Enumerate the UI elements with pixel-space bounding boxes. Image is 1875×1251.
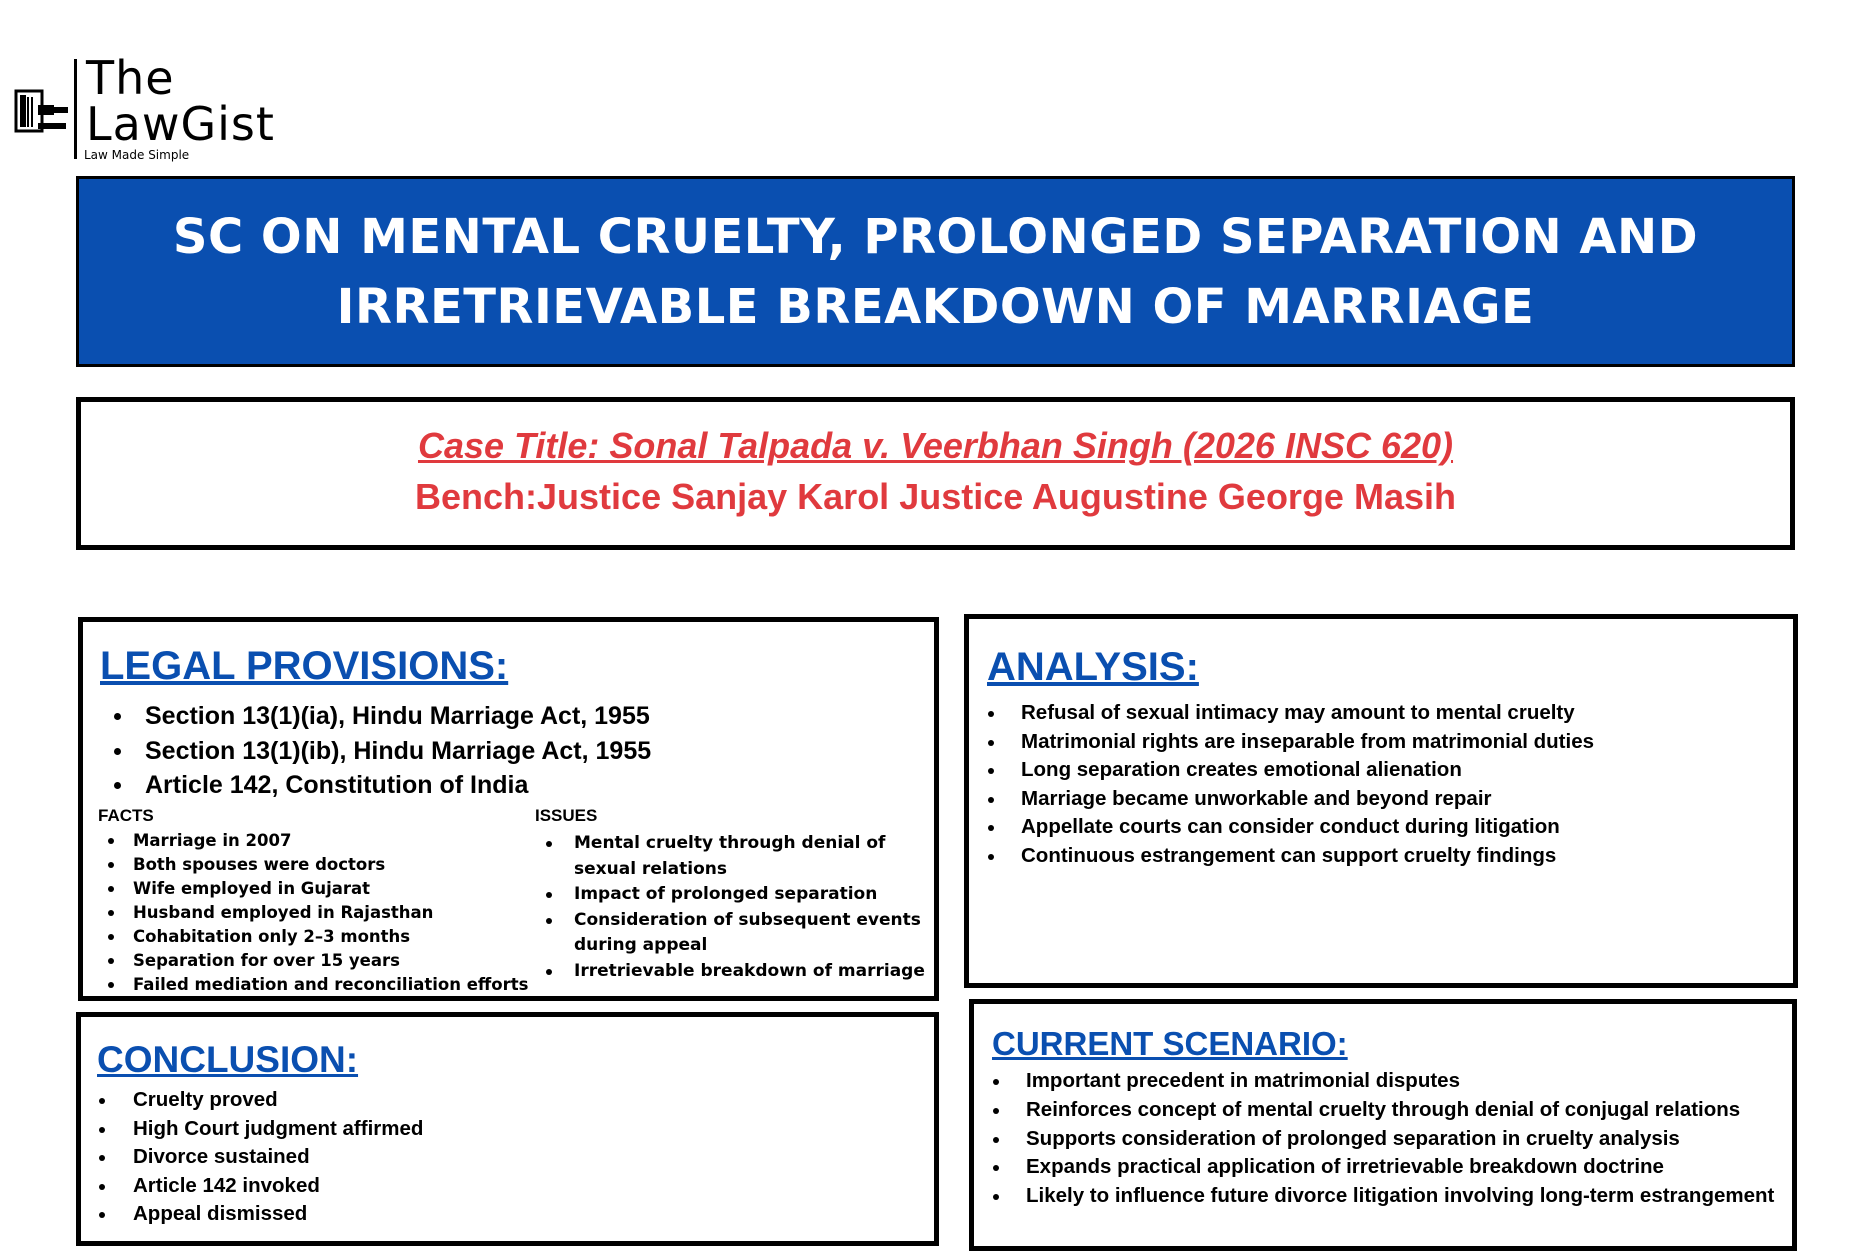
current-scenario-list bbox=[988, 1067, 1788, 1211]
list-item: Reinforces concept of mental cruelty through denial of conjugal relations bbox=[988, 1096, 1788, 1125]
page-title-line-2: IRRETRIEVABLE BREAKDOWN OF MARRIAGE bbox=[336, 278, 1535, 335]
logo-line-2: LawGist bbox=[86, 97, 275, 151]
page-title bbox=[173, 202, 1698, 342]
analysis-panel bbox=[964, 614, 1798, 988]
logo-line-1: The bbox=[86, 51, 175, 105]
list-item: Long separation creates emotional alienation bbox=[983, 756, 1594, 785]
list-item: Impact of prolonged separation bbox=[542, 882, 942, 908]
facts-list bbox=[105, 829, 528, 997]
conclusion-list bbox=[93, 1086, 423, 1229]
list-item: Marriage became unworkable and beyond repair bbox=[983, 785, 1594, 814]
issues-list bbox=[542, 831, 942, 984]
list-item: Consideration of subsequent events during appeal bbox=[542, 908, 942, 959]
book-gavel-icon bbox=[14, 83, 76, 145]
conclusion-panel bbox=[76, 1012, 939, 1246]
logo-divider bbox=[74, 59, 77, 159]
list-item: Both spouses were doctors bbox=[105, 853, 528, 877]
logo-wordmark bbox=[86, 51, 275, 151]
list-item: Divorce sustained bbox=[93, 1143, 423, 1172]
logo-tagline: Law Made Simple bbox=[84, 148, 190, 162]
page-title-line-1: SC ON MENTAL CRUELTY, PROLONGED SEPARATION AND bbox=[172, 208, 1699, 265]
case-info-box bbox=[76, 397, 1795, 550]
list-item: Article 142, Constitution of India bbox=[108, 768, 651, 803]
analysis-list bbox=[983, 699, 1594, 870]
logo bbox=[10, 51, 280, 165]
list-item: Matrimonial rights are inseparable from matrimonial duties bbox=[983, 728, 1594, 757]
list-item: Expands practical application of irretrievable breakdown doctrine bbox=[988, 1153, 1788, 1182]
list-item: Supports consideration of prolonged separation in cruelty analysis bbox=[988, 1125, 1788, 1154]
facts-label: FACTS bbox=[98, 806, 154, 825]
case-bench: Bench:Justice Sanjay Karol Justice Augustine George Masih bbox=[415, 476, 1456, 517]
legal-provisions-panel bbox=[78, 617, 939, 1001]
list-item: Failed mediation and reconciliation efforts bbox=[105, 973, 528, 997]
legal-provisions-heading: LEGAL PROVISIONS: bbox=[100, 644, 509, 688]
current-scenario-panel bbox=[969, 999, 1797, 1251]
analysis-heading: ANALYSIS: bbox=[987, 645, 1199, 689]
list-item: Irretrievable breakdown of marriage bbox=[542, 959, 942, 985]
legal-provisions-list bbox=[108, 699, 651, 803]
list-item: Cohabitation only 2–3 months bbox=[105, 925, 528, 949]
current-scenario-heading: CURRENT SCENARIO: bbox=[992, 1025, 1348, 1062]
list-item: Cruelty proved bbox=[93, 1086, 423, 1115]
list-item: Refusal of sexual intimacy may amount to mental cruelty bbox=[983, 699, 1594, 728]
conclusion-heading: CONCLUSION: bbox=[97, 1039, 359, 1080]
list-item: Appellate courts can consider conduct during litigation bbox=[983, 813, 1594, 842]
list-item: Continuous estrangement can support cruelty findings bbox=[983, 842, 1594, 871]
list-item: Section 13(1)(ia), Hindu Marriage Act, 1955 bbox=[108, 699, 651, 734]
list-item: Marriage in 2007 bbox=[105, 829, 528, 853]
list-item: Article 142 invoked bbox=[93, 1172, 423, 1201]
issues-label: ISSUES bbox=[535, 806, 598, 825]
list-item: High Court judgment affirmed bbox=[93, 1115, 423, 1144]
list-item: Appeal dismissed bbox=[93, 1200, 423, 1229]
list-item: Section 13(1)(ib), Hindu Marriage Act, 1955 bbox=[108, 734, 651, 769]
list-item: Separation for over 15 years bbox=[105, 949, 528, 973]
list-item: Husband employed in Rajasthan bbox=[105, 901, 528, 925]
list-item: Important precedent in matrimonial disputes bbox=[988, 1067, 1788, 1096]
list-item: Mental cruelty through denial of sexual relations bbox=[542, 831, 942, 882]
case-title: Case Title: Sonal Talpada v. Veerbhan Singh (2026 INSC 620) bbox=[417, 425, 1454, 466]
list-item: Wife employed in Gujarat bbox=[105, 877, 528, 901]
title-banner bbox=[76, 176, 1795, 367]
list-item: Likely to influence future divorce litigation involving long-term estrangement bbox=[988, 1182, 1788, 1211]
